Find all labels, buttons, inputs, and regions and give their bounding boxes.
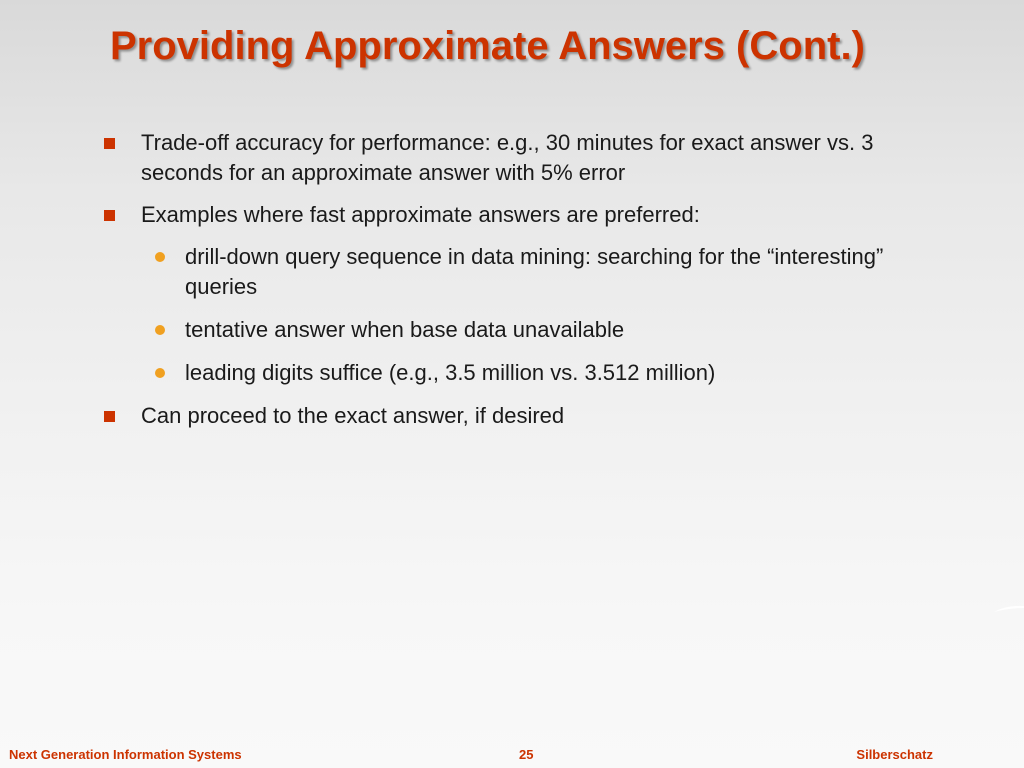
- square-bullet-icon: [104, 411, 115, 422]
- sub-bullet-item: [102, 242, 892, 302]
- slide-title: Providing Approximate Answers (Cont.): [110, 24, 865, 68]
- bullet-text: Can proceed to the exact answer, if desired: [141, 403, 565, 428]
- sub-bullet-text: drill-down query sequence in data mining: searching for the “interesting” queries: [185, 244, 884, 299]
- sub-bullet-text: leading digits suffice (e.g., 3.5 million vs. 3.512 million): [185, 360, 716, 385]
- footer: [0, 747, 1024, 763]
- round-bullet-icon: [155, 325, 165, 335]
- bullet-text: Trade-off accuracy for performance: e.g., 30 minutes for exact answer vs. 3 seconds for an approximate answer with 5% error: [141, 130, 874, 185]
- sub-bullet-item: [102, 358, 892, 388]
- slide-body: [102, 128, 892, 443]
- square-bullet-icon: [104, 210, 115, 221]
- footer-course-title: Next Generation Information Systems: [9, 747, 242, 762]
- footer-author: Silberschatz: [856, 747, 933, 762]
- decorative-swoosh: [994, 605, 1024, 613]
- sub-bullet-item: [102, 315, 892, 345]
- round-bullet-icon: [155, 368, 165, 378]
- bullet-item: [102, 401, 892, 431]
- bullet-item: [102, 200, 892, 230]
- bullet-text: Examples where fast approximate answers are preferred:: [141, 202, 700, 227]
- sub-bullet-text: tentative answer when base data unavailable: [185, 317, 625, 342]
- bullet-item: [102, 128, 892, 188]
- square-bullet-icon: [104, 138, 115, 149]
- round-bullet-icon: [155, 252, 165, 262]
- page-number: 25: [519, 747, 534, 762]
